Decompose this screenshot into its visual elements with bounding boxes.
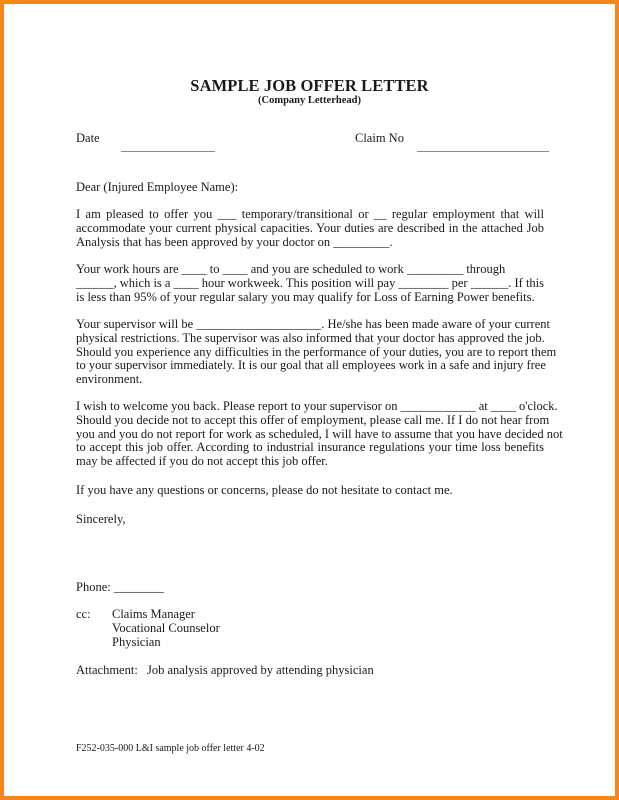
paragraph-line: is less than 95% of your regular salary you may qualify for Loss of Earning Power benefits. bbox=[76, 289, 535, 304]
cc-recipient: Claims Manager bbox=[112, 607, 195, 621]
paragraph-line: Should you experience any difficulties in the performance of your duties, you are to report them bbox=[76, 344, 557, 359]
paragraph-line: I wish to welcome you back. Please report to your supervisor on ____________ at ____ o'clock. bbox=[76, 399, 558, 413]
letter-subtitle: (Company Letterhead) bbox=[258, 95, 361, 106]
paragraph-line: to accept this job offer. According to industrial insurance regulations your time loss benefits bbox=[76, 440, 544, 455]
paragraph-supervisor bbox=[76, 317, 557, 387]
date-label: Date bbox=[76, 131, 100, 145]
paragraph-line: to your supervisor immediately. It is our goal that all employees work in a safe and injury free bbox=[76, 358, 546, 373]
attachment-label: Attachment: bbox=[76, 663, 138, 677]
paragraph-welcome-back bbox=[76, 399, 563, 469]
paragraph-line: Your work hours are ____ to ____ and you are scheduled to work _________ through bbox=[76, 262, 506, 276]
paragraph-offer bbox=[76, 208, 544, 249]
paragraph-line: If you have any questions or concerns, please do not hesitate to contact me. bbox=[76, 483, 453, 497]
paragraph-work-hours bbox=[76, 263, 544, 304]
paragraph-line: Should you decide not to accept this offer of employment, please call me. If I do not hear from bbox=[76, 412, 550, 427]
closing: Sincerely, bbox=[76, 512, 126, 526]
date-blank-line bbox=[121, 151, 215, 152]
paragraph-line: environment. bbox=[76, 372, 143, 387]
paragraph-line: Analysis that has been approved by your doctor on _________. bbox=[76, 234, 393, 249]
form-footer: F252-035-000 L&I sample job offer letter 4-02 bbox=[76, 743, 265, 754]
paragraph-line: ______, which is a ____ hour workweek. This position will pay ________ per ______. If this bbox=[76, 275, 544, 290]
claim-no-blank-line bbox=[417, 151, 549, 152]
salutation: Dear (Injured Employee Name): bbox=[76, 180, 239, 194]
paragraph-line: may be affected if you do not accept this job offer. bbox=[76, 454, 328, 469]
cc-label: cc: bbox=[76, 607, 91, 621]
paragraph-line: I am pleased to offer you ___ temporary/transitional or __ regular employment that will bbox=[76, 207, 544, 221]
paragraph-questions bbox=[76, 484, 544, 498]
cc-recipient-list bbox=[112, 607, 220, 649]
letter-title: SAMPLE JOB OFFER LETTER bbox=[190, 76, 429, 95]
paragraph-line: Your supervisor will be ____________________. He/she has been made aware of your current bbox=[76, 317, 550, 331]
paragraph-line: physical restrictions. The supervisor was also informed that your doctor has approved the job. bbox=[76, 330, 545, 345]
paragraph-line: accommodate your current physical capacities. Your duties are described in the attached Job bbox=[76, 220, 544, 235]
phone-line: Phone: ________ bbox=[76, 580, 164, 594]
paragraph-line: you and you do not report for work as scheduled, I will have to assume that you have decided not bbox=[76, 426, 563, 441]
claim-no-label: Claim No bbox=[355, 131, 404, 145]
cc-recipient: Physician bbox=[112, 635, 161, 649]
cc-recipient: Vocational Counselor bbox=[112, 621, 220, 635]
attachment-text: Job analysis approved by attending physician bbox=[147, 663, 374, 677]
